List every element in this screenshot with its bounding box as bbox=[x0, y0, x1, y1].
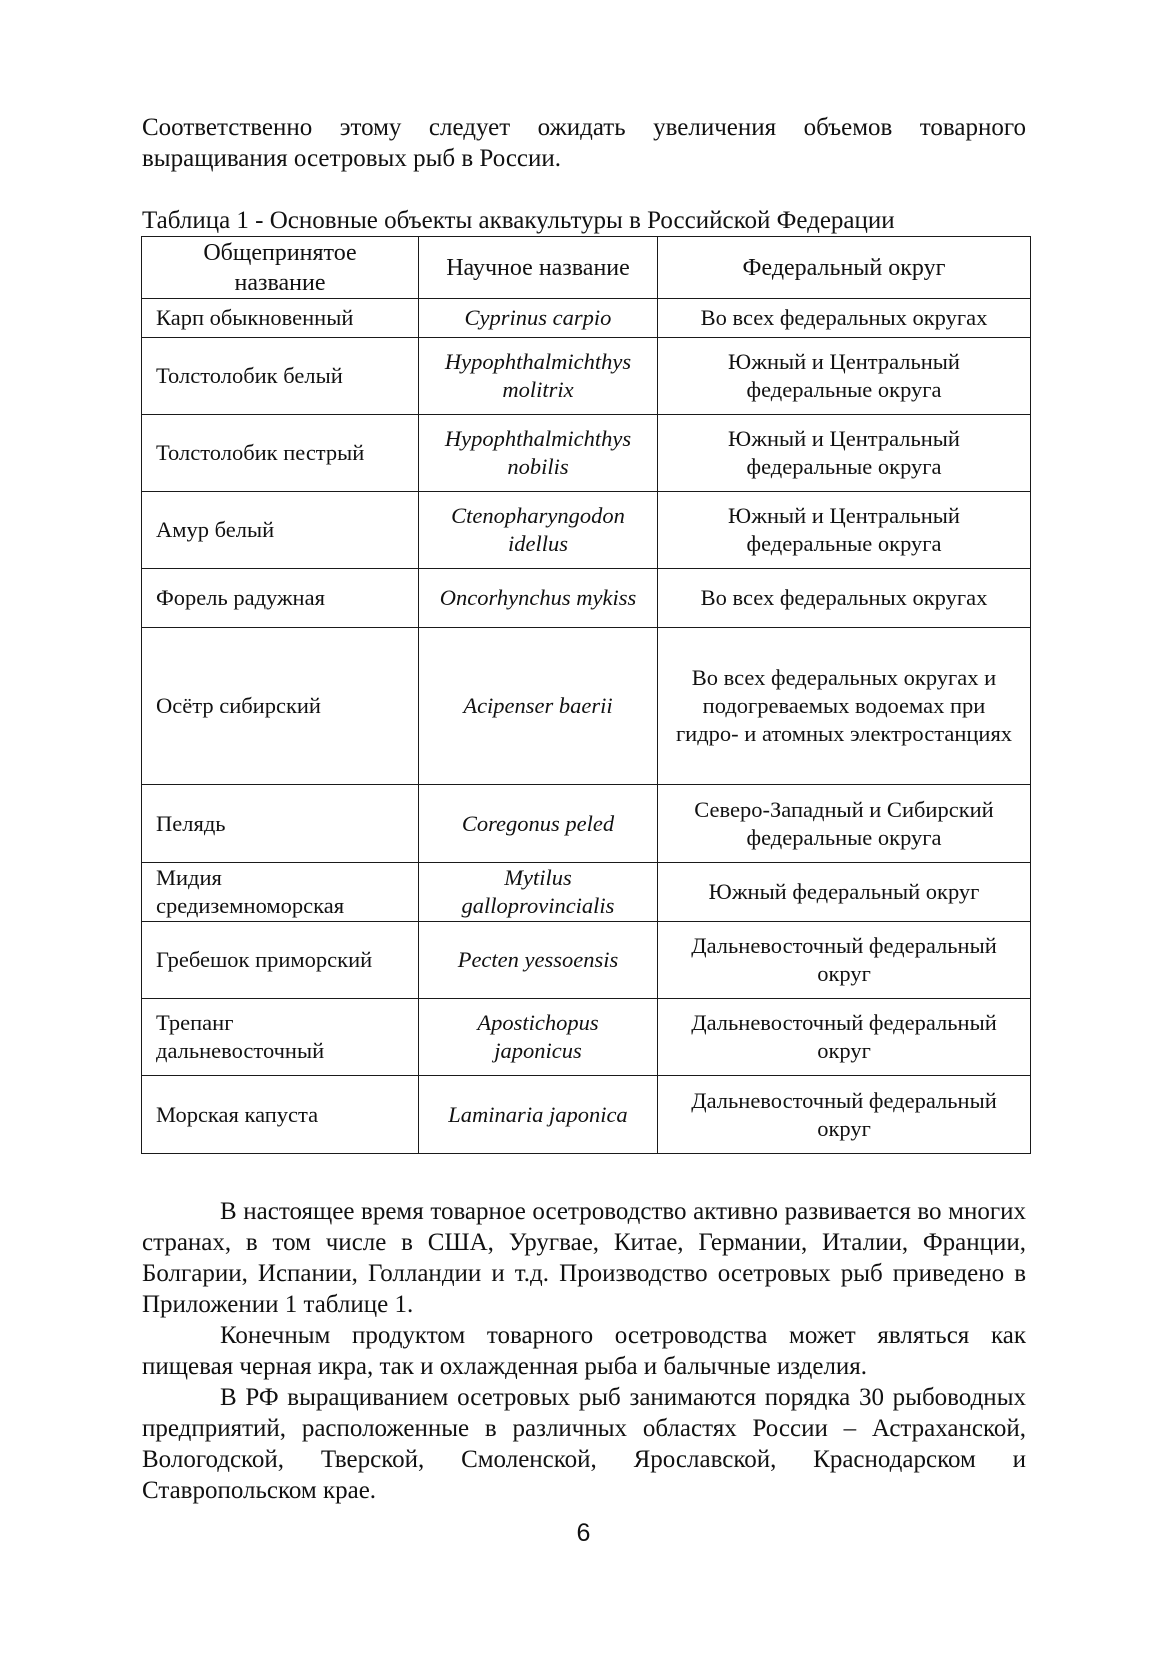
table-caption: Таблица 1 - Основные объекты аквакультуры в Российской Федерации bbox=[142, 207, 895, 234]
cell-common-name: Пелядь bbox=[142, 785, 419, 863]
table-row bbox=[142, 415, 1031, 492]
cell-federal-district: Во всех федеральных округах bbox=[658, 299, 1031, 338]
table-row bbox=[142, 785, 1031, 863]
cell-scientific-name: Mytilus galloprovincialis bbox=[419, 863, 658, 922]
table-row bbox=[142, 338, 1031, 415]
header-scientific-name: Научное название bbox=[419, 237, 658, 299]
header-federal-district: Федеральный округ bbox=[658, 237, 1031, 299]
cell-federal-district: Южный федеральный округ bbox=[658, 863, 1031, 922]
cell-common-name: Карп обыкновенный bbox=[142, 299, 419, 338]
cell-scientific-name: Apostichopus japonicus bbox=[419, 999, 658, 1076]
cell-federal-district: Во всех федеральных округах bbox=[658, 569, 1031, 628]
body-text bbox=[142, 1196, 1026, 1506]
cell-scientific-name: Coregonus peled bbox=[419, 785, 658, 863]
cell-common-name: Осётр сибирский bbox=[142, 628, 419, 785]
body-paragraph: Конечным продуктом товарного осетроводства может являться как пищевая черная икра, так и охлажденная рыба и балычные изделия. bbox=[142, 1322, 1026, 1380]
cell-common-name: Амур белый bbox=[142, 492, 419, 569]
cell-common-name: Трепанг дальневосточный bbox=[142, 999, 419, 1076]
aquaculture-table bbox=[141, 236, 1031, 1154]
table-row bbox=[142, 569, 1031, 628]
table-row bbox=[142, 863, 1031, 922]
cell-scientific-name: Hypophthalmichthys molitrix bbox=[419, 338, 658, 415]
cell-federal-district: Дальневосточный федеральный округ bbox=[658, 999, 1031, 1076]
header-common-name: Общепринятое название bbox=[142, 237, 419, 299]
cell-federal-district: Дальневосточный федеральный округ bbox=[658, 922, 1031, 999]
cell-scientific-name: Cyprinus carpio bbox=[419, 299, 658, 338]
cell-common-name: Толстолобик пестрый bbox=[142, 415, 419, 492]
body-paragraph: В настоящее время товарное осетроводство активно развивается во многих странах, в том числе в США, Уругвае, Китае, Германии, Италии, Франции, Болгарии, Испании, Голландии и т.д. Производство осетровых рыб приведено в Приложении 1 таблице 1. bbox=[142, 1198, 1026, 1318]
cell-scientific-name: Laminaria japonica bbox=[419, 1076, 658, 1154]
cell-scientific-name: Pecten yessoensis bbox=[419, 922, 658, 999]
intro-paragraph bbox=[142, 112, 1026, 174]
table-row bbox=[142, 999, 1031, 1076]
intro-text: Соответственно этому следует ожидать увеличения объемов товарного выращивания осетровых рыб в России. bbox=[142, 114, 1026, 172]
cell-common-name: Гребешок приморский bbox=[142, 922, 419, 999]
cell-federal-district: Северо-Западный и Сибирский федеральные округа bbox=[658, 785, 1031, 863]
cell-common-name: Мидия средиземноморская bbox=[142, 863, 419, 922]
table-row bbox=[142, 922, 1031, 999]
cell-scientific-name: Hypophthalmichthys nobilis bbox=[419, 415, 658, 492]
cell-federal-district: Дальневосточный федеральный округ bbox=[658, 1076, 1031, 1154]
cell-federal-district: Южный и Центральный федеральные округа bbox=[658, 492, 1031, 569]
cell-federal-district: Южный и Центральный федеральные округа bbox=[658, 338, 1031, 415]
table-row bbox=[142, 492, 1031, 569]
cell-scientific-name: Oncorhynchus mykiss bbox=[419, 569, 658, 628]
table-header-row bbox=[142, 237, 1031, 299]
cell-federal-district: Южный и Центральный федеральные округа bbox=[658, 415, 1031, 492]
table-row bbox=[142, 628, 1031, 785]
cell-scientific-name: Ctenopharyngodon idellus bbox=[419, 492, 658, 569]
table-row bbox=[142, 299, 1031, 338]
cell-common-name: Морская капуста bbox=[142, 1076, 419, 1154]
cell-common-name: Форель радужная bbox=[142, 569, 419, 628]
page-number: 6 bbox=[576, 1519, 591, 1547]
body-paragraph: В РФ выращиванием осетровых рыб занимаются порядка 30 рыбоводных предприятий, расположенные в различных областях России – Астраханской, Вологодской, Тверской, Смоленской, Ярославской, Краснодарском и Ставропольском крае. bbox=[142, 1384, 1026, 1504]
cell-scientific-name: Acipenser baerii bbox=[419, 628, 658, 785]
table-row bbox=[142, 1076, 1031, 1154]
cell-federal-district: Во всех федеральных округах и подогреваемых водоемах при гидро- и атомных электростанциях bbox=[658, 628, 1031, 785]
cell-common-name: Толстолобик белый bbox=[142, 338, 419, 415]
